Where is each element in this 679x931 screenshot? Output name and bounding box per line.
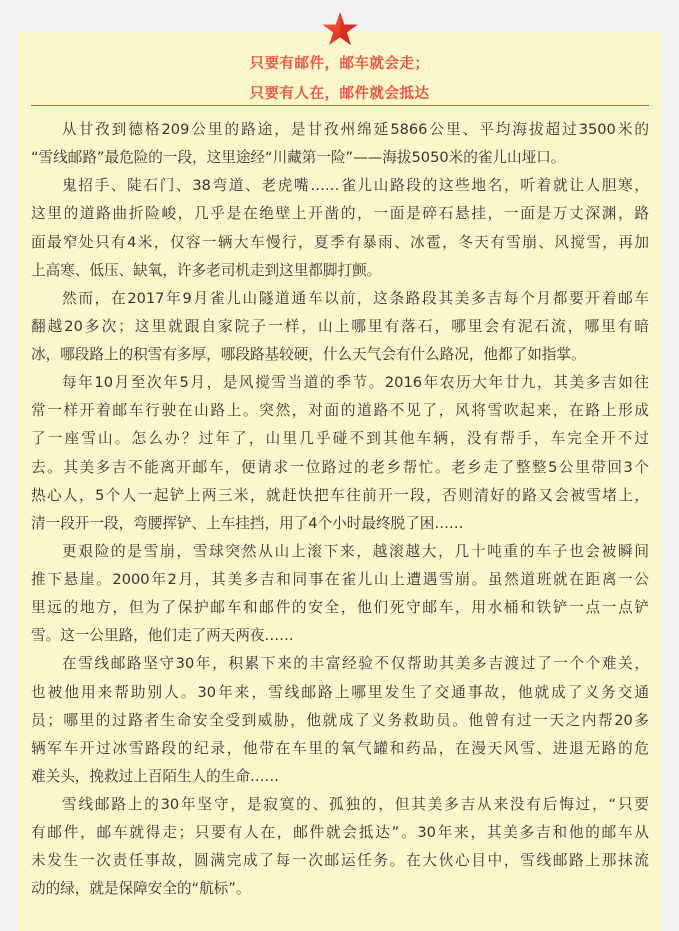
paragraph xyxy=(31,538,649,651)
paragraph-line: 从甘孜到德格209公里的路途，是甘孜州绵延5866公里、平均海拔超过3500米的 xyxy=(62,121,649,138)
paragraph-line: 也被他用来帮助别人。30年来，雪线邮路上哪里发生了交通事故，他就成了义务交通 xyxy=(31,683,649,701)
paragraph-line: 然而，在2017年9月雀儿山隧道通车以前，这条路段其美多吉每个月都要开着邮车 xyxy=(62,289,649,307)
paragraph-line: 每年10月至次年5月，是风搅雪当道的季节。2016年农历大年廿九，其美多吉如往 xyxy=(62,374,649,392)
paragraph-line: 鬼招手、陡石门、38弯道、老虎嘴……雀儿山路段的这些地名，听着就让人胆寒， xyxy=(62,177,649,195)
divider xyxy=(31,105,649,106)
paragraph-line: 在雪线邮路坚守30年，积累下来的丰富经验不仅帮助其美多吉渡过了一个个难关， xyxy=(62,655,649,673)
paragraph xyxy=(31,285,649,369)
paragraph-line: 清一段开一段，弯腰挥铲、上车挂挡，用了4个小时最终脱了困…… xyxy=(31,514,464,532)
paragraph-line: “雪线邮路”最危险的一段，这里途经“川藏第一险”——海拔5050米的雀儿山垭口。 xyxy=(31,149,566,167)
paragraph-line: 去。其美多吉不能离开邮车，便请求一位路过的老乡帮忙。老乡走了整整5公里带回3个 xyxy=(31,458,649,476)
paragraph-line: 了一座雪山。怎么办？过年了，山里几乎碰不到其他车辆，没有帮手，车完全开不过 xyxy=(31,430,649,448)
headline-line-2: 只要有人在，邮件就会抵达 xyxy=(249,86,430,102)
paragraph-line: 未发生一次责任事故，圆满完成了每一次邮运任务。在大伙心目中，雪线邮路上那抹流 xyxy=(31,852,649,870)
paragraph-line: 有邮件，邮车就得走；只要有人在，邮件就会抵达”。30年来，其美多吉和他的邮车从 xyxy=(31,824,649,842)
paragraph-line: 翻越20多次；这里就跟自家院子一样，山上哪里有落石，哪里会有泥石流，哪里有暗 xyxy=(31,317,649,335)
paragraph-line: 热心人，5个人一起铲上两三米，就赶快把车往前开一段，否则清好的路又会被雪堵上， xyxy=(31,486,649,504)
paragraph-line: 员；哪里的过路者生命安全受到威胁，他就成了义务救助员。他曾有过一天之内帮20多 xyxy=(31,711,649,729)
paragraph xyxy=(31,172,649,285)
paragraph-line: 更艰险的是雪崩，雪球突然从山上滚下来，越滚越大，几十吨重的车子也会被瞬间 xyxy=(62,542,649,560)
paragraph-line: 上高寒、低压、缺氧，许多老司机走到这里都脚打颤。 xyxy=(31,261,382,279)
paragraph-line: 雪线邮路上的30年坚守，是寂寞的、孤独的，但其美多吉从来没有后悔过，“只要 xyxy=(62,796,649,813)
paragraph xyxy=(31,116,649,172)
paragraph-line: 里远的地方，但为了保护邮车和邮件的安全，他们死守邮车，用水桶和铁铲一点一点铲 xyxy=(31,599,649,617)
paragraph xyxy=(31,369,649,538)
headline-line-1: 只要有邮件，邮车就会走； xyxy=(249,56,430,72)
paragraph-line: 推下悬崖。2000年2月，其美多吉和同事在雀儿山上遭遇雪崩。虽然道班就在距离一公 xyxy=(31,571,649,588)
red-star-icon xyxy=(322,11,358,47)
paragraph-line: 难关头，挽救过上百陌生人的生命…… xyxy=(31,767,280,785)
paragraph-line: 辆军车开过冰雪路段的纪录，他带在车里的氧气罐和药品，在漫天风雪、进退无路的危 xyxy=(31,739,649,757)
paragraph-line: 雪。这一公里路，他们走了两天两夜…… xyxy=(31,627,294,645)
paragraph xyxy=(31,650,649,791)
paragraph xyxy=(31,791,649,904)
paragraph-line: 常一样开着邮车行驶在山路上。突然，对面的道路不见了，风将雪吹起来，在路上形成 xyxy=(31,402,649,420)
paragraph-line: 冰，哪段路上的积雪有多厚，哪段路基较硬，什么天气会有什么路况，他都了如指掌。 xyxy=(31,346,586,363)
paragraph-line: 面最窄处只有4米，仅容一辆大车慢行，夏季有暴雨、冰雹，冬天有雪崩、风搅雪，再加 xyxy=(31,233,649,251)
paragraph-line: 这里的道路曲折险峻，几乎是在绝壁上开凿的，一面是碎石悬挂，一面是万丈深渊，路 xyxy=(31,205,649,223)
article-body xyxy=(31,116,649,904)
paragraph-line: 动的绿，就是保障安全的“航标”。 xyxy=(31,880,251,898)
